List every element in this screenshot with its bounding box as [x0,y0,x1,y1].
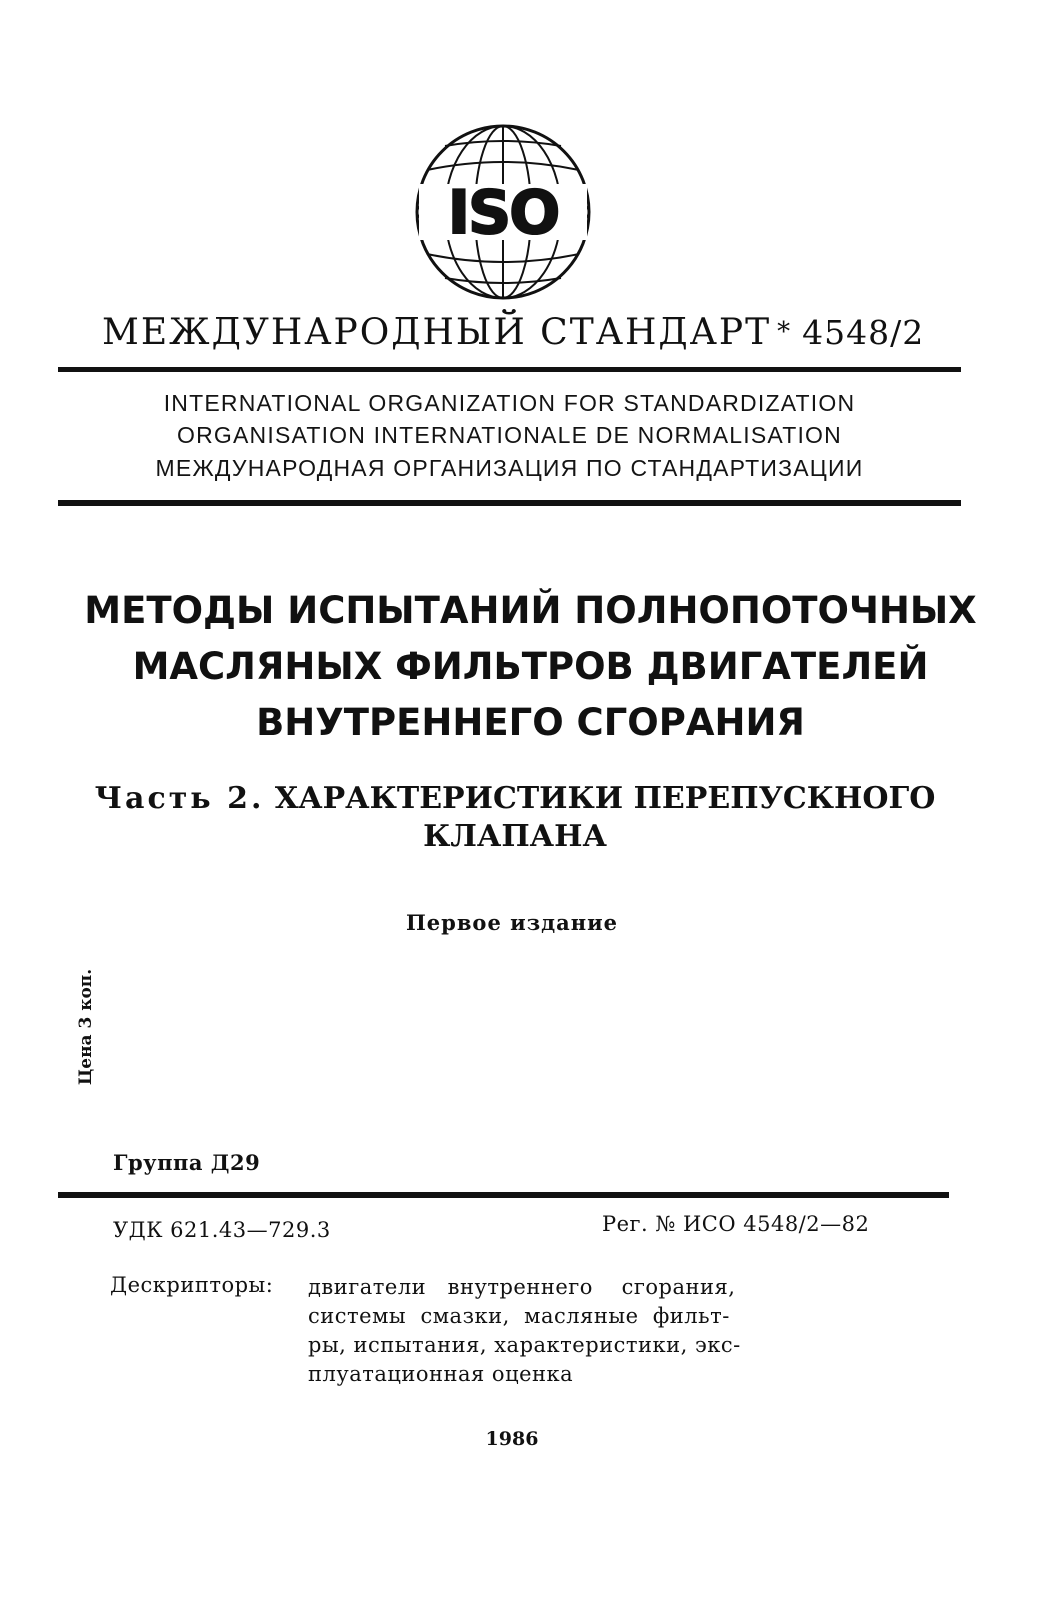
standard-number: 4548/2 [802,313,925,352]
part-line-1: ХАРАКТЕРИСТИКИ ПЕРЕПУСКНОГО [274,781,936,816]
descriptors-label: Дескрипторы: [110,1273,274,1297]
publication-year: 1986 [485,1428,539,1450]
descriptors-line-2: системы смазки, масляные фильт- [308,1304,730,1328]
title-line-2: МАСЛЯНЫХ ФИЛЬТРОВ ДВИГАТЕЛЕЙ [132,645,929,688]
document-title [58,583,1003,751]
title-line-1: МЕТОДЫ ИСПЫТАНИЙ ПОЛНОПОТОЧНЫХ [84,589,977,632]
edition-label: Первое издание [405,910,619,935]
registration-number: Рег. № ИСО 4548/2—82 [602,1212,870,1236]
iso-globe-logo [413,122,593,302]
descriptors-line-4: плуатационная оценка [308,1362,574,1386]
divider-top [58,367,961,372]
divider-bottom [58,1192,949,1198]
standard-heading [102,312,962,364]
star-mark: * [777,317,793,347]
descriptors-list [308,1273,788,1389]
org-name-french: ORGANISATION INTERNATIONALE DE NORMALISATION [177,422,842,448]
org-name-english: INTERNATIONAL ORGANIZATION FOR STANDARDIZATION [163,390,856,416]
iso-logo-text: ISO [447,178,559,248]
part-line-2: КЛАПАНА [423,819,607,854]
standard-title: МЕЖДУНАРОДНЫЙ СТАНДАРТ [102,312,772,353]
divider-middle [58,500,961,506]
org-name-russian: МЕЖДУНАРОДНАЯ ОРГАНИЗАЦИЯ ПО СТАНДАРТИЗАЦИИ [155,455,864,481]
descriptors-line-1: двигатели внутреннего сгорания, [308,1275,736,1299]
title-line-3: ВНУТРЕННЕГО СГОРАНИЯ [256,701,805,744]
part-title [80,780,950,856]
group-code: Группа Д29 [113,1150,261,1175]
udc-code: УДК 621.43—729.3 [113,1218,331,1242]
descriptors-line-3: ры, испытания, характеристики, экс- [308,1333,741,1357]
part-prefix: Часть 2. [94,781,265,816]
price-label: Цена 3 коп. [76,968,96,1086]
